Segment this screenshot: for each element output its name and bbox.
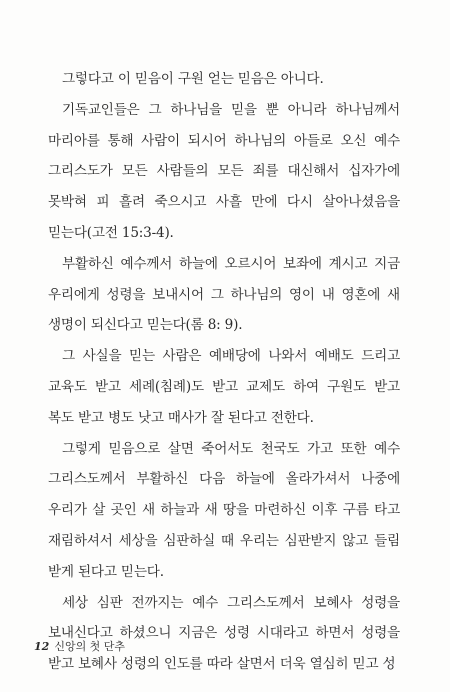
body-text — [48, 64, 400, 680]
paragraph-3: 부활하신 예수께서 하늘에 오르시어 보좌에 계시고 지금 우리에게 성령을 보내시어 그 하나님의 영이 내 영혼에 새 생명이 되신다고 믿는다(롬 8: 9). — [48, 255, 400, 334]
paragraph-2: 기독교인들은 그 하나님을 믿을 뿐 아니라 하나님께서 마리아를 통해 사람이 되시어 하나님의 아들로 오신 예수 그리스도가 모든 사람들의 모든 죄를 대신해서 십자가에 못박혀 피 흘려 죽으시고 사흘 만에 다시 살아나셨음을 믿는다(고전 15:3-4). — [48, 101, 400, 241]
page-number: 12 — [34, 640, 50, 653]
paragraph-6: 세상 심판 전까지는 예수 그리스도께서 보혜사 성령을 보내신다고 하셨으니 지금은 성령 시대라고 하면서 성령을 받고 보혜사 성령의 인도를 따라 살면서 더욱 열심히 믿고 성 — [48, 594, 400, 673]
book-title: 신앙의 첫 단추 — [54, 640, 126, 653]
paragraph-1: 그렇다고 이 믿음이 구원 얻는 믿음은 아니다. — [62, 71, 324, 87]
paragraph-4: 그 사실을 믿는 사람은 예배당에 나와서 예배도 드리고 교육도 받고 세례(침례)도 받고 교제도 하여 구원도 받고 복도 받고 병도 낫고 매사가 잘 된다고 전한다. — [48, 348, 400, 426]
paragraph-5: 그렇게 믿음으로 살면 죽어서도 천국도 가고 또한 예수 그리스도께서 부활하신 다음 하늘에 올라가셔서 나중에 우리가 살 곳인 새 하늘과 새 땅을 마련하신 이후 구름 타고 재림하셔서 세상을 심판하실 때 우리는 심판받지 않고 들림 받게 된다고 믿는다. — [48, 440, 400, 580]
page-footer — [34, 638, 125, 654]
